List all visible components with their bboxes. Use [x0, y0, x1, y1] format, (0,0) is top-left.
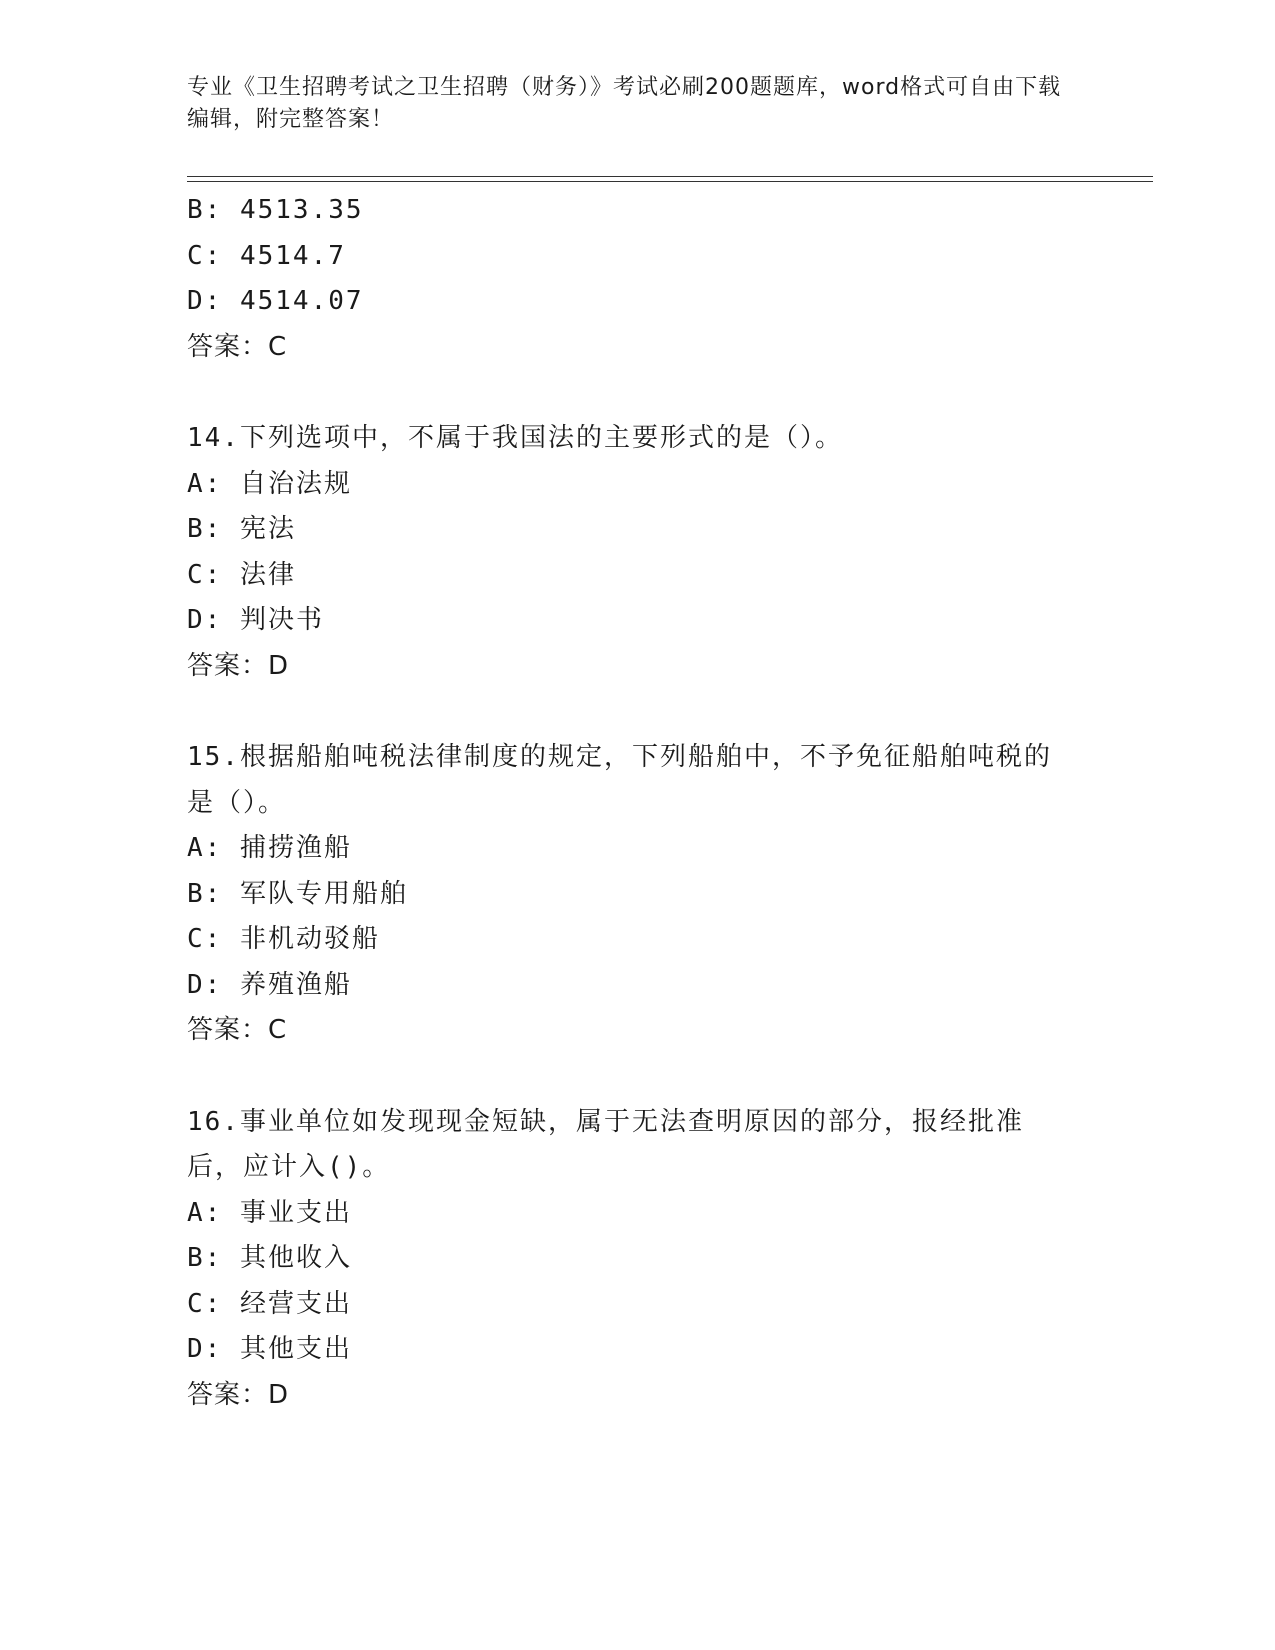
- option-d: D: 判决书: [187, 605, 324, 635]
- option-a: A: 自治法规: [187, 468, 352, 499]
- option-d: D: 其他支出: [187, 1334, 352, 1364]
- option-b: B: 军队专用船舶: [187, 878, 408, 909]
- question-13-continued: [187, 188, 1087, 370]
- option-a: A: 事业支出: [187, 1197, 352, 1228]
- answer: 答案：D: [187, 650, 290, 681]
- option-b: B: 4513.35: [187, 195, 364, 225]
- question-14: [187, 416, 1087, 689]
- option-c: C: 非机动驳船: [187, 924, 380, 954]
- page-header: 专业《卫生招聘考试之卫生招聘（财务）》考试必刷200题题库，word格式可自由下载编辑，附完整答案！: [187, 75, 1062, 132]
- option-d: D: 4514.07: [187, 286, 364, 316]
- option-a: A: 捕捞渔船: [187, 833, 352, 863]
- question-15: [187, 735, 1087, 1054]
- option-b: B: 其他收入: [187, 1243, 352, 1273]
- header-divider-bottom: [187, 181, 1153, 182]
- question-list: [187, 188, 1087, 1418]
- answer: 答案：C: [187, 331, 288, 362]
- question-16: [187, 1100, 1087, 1419]
- option-b: B: 宪法: [187, 514, 296, 544]
- option-c: C: 4514.7: [187, 240, 346, 271]
- option-c: C: 法律: [187, 559, 296, 590]
- answer: 答案：C: [187, 1015, 288, 1045]
- option-c: C: 经营支出: [187, 1288, 352, 1319]
- question-text: 14.下列选项中，不属于我国法的主要形式的是（）。: [187, 423, 843, 453]
- question-text: 16.事业单位如发现现金短缺，属于无法查明原因的部分，报经批准后，应计入()。: [187, 1106, 1024, 1182]
- question-text: 15.根据船舶吨税法律制度的规定，下列船舶中，不予免征船舶吨税的是（）。: [187, 742, 1052, 818]
- option-d: D: 养殖渔船: [187, 969, 352, 1000]
- header-divider-top: [187, 176, 1153, 177]
- answer: 答案：D: [187, 1379, 290, 1410]
